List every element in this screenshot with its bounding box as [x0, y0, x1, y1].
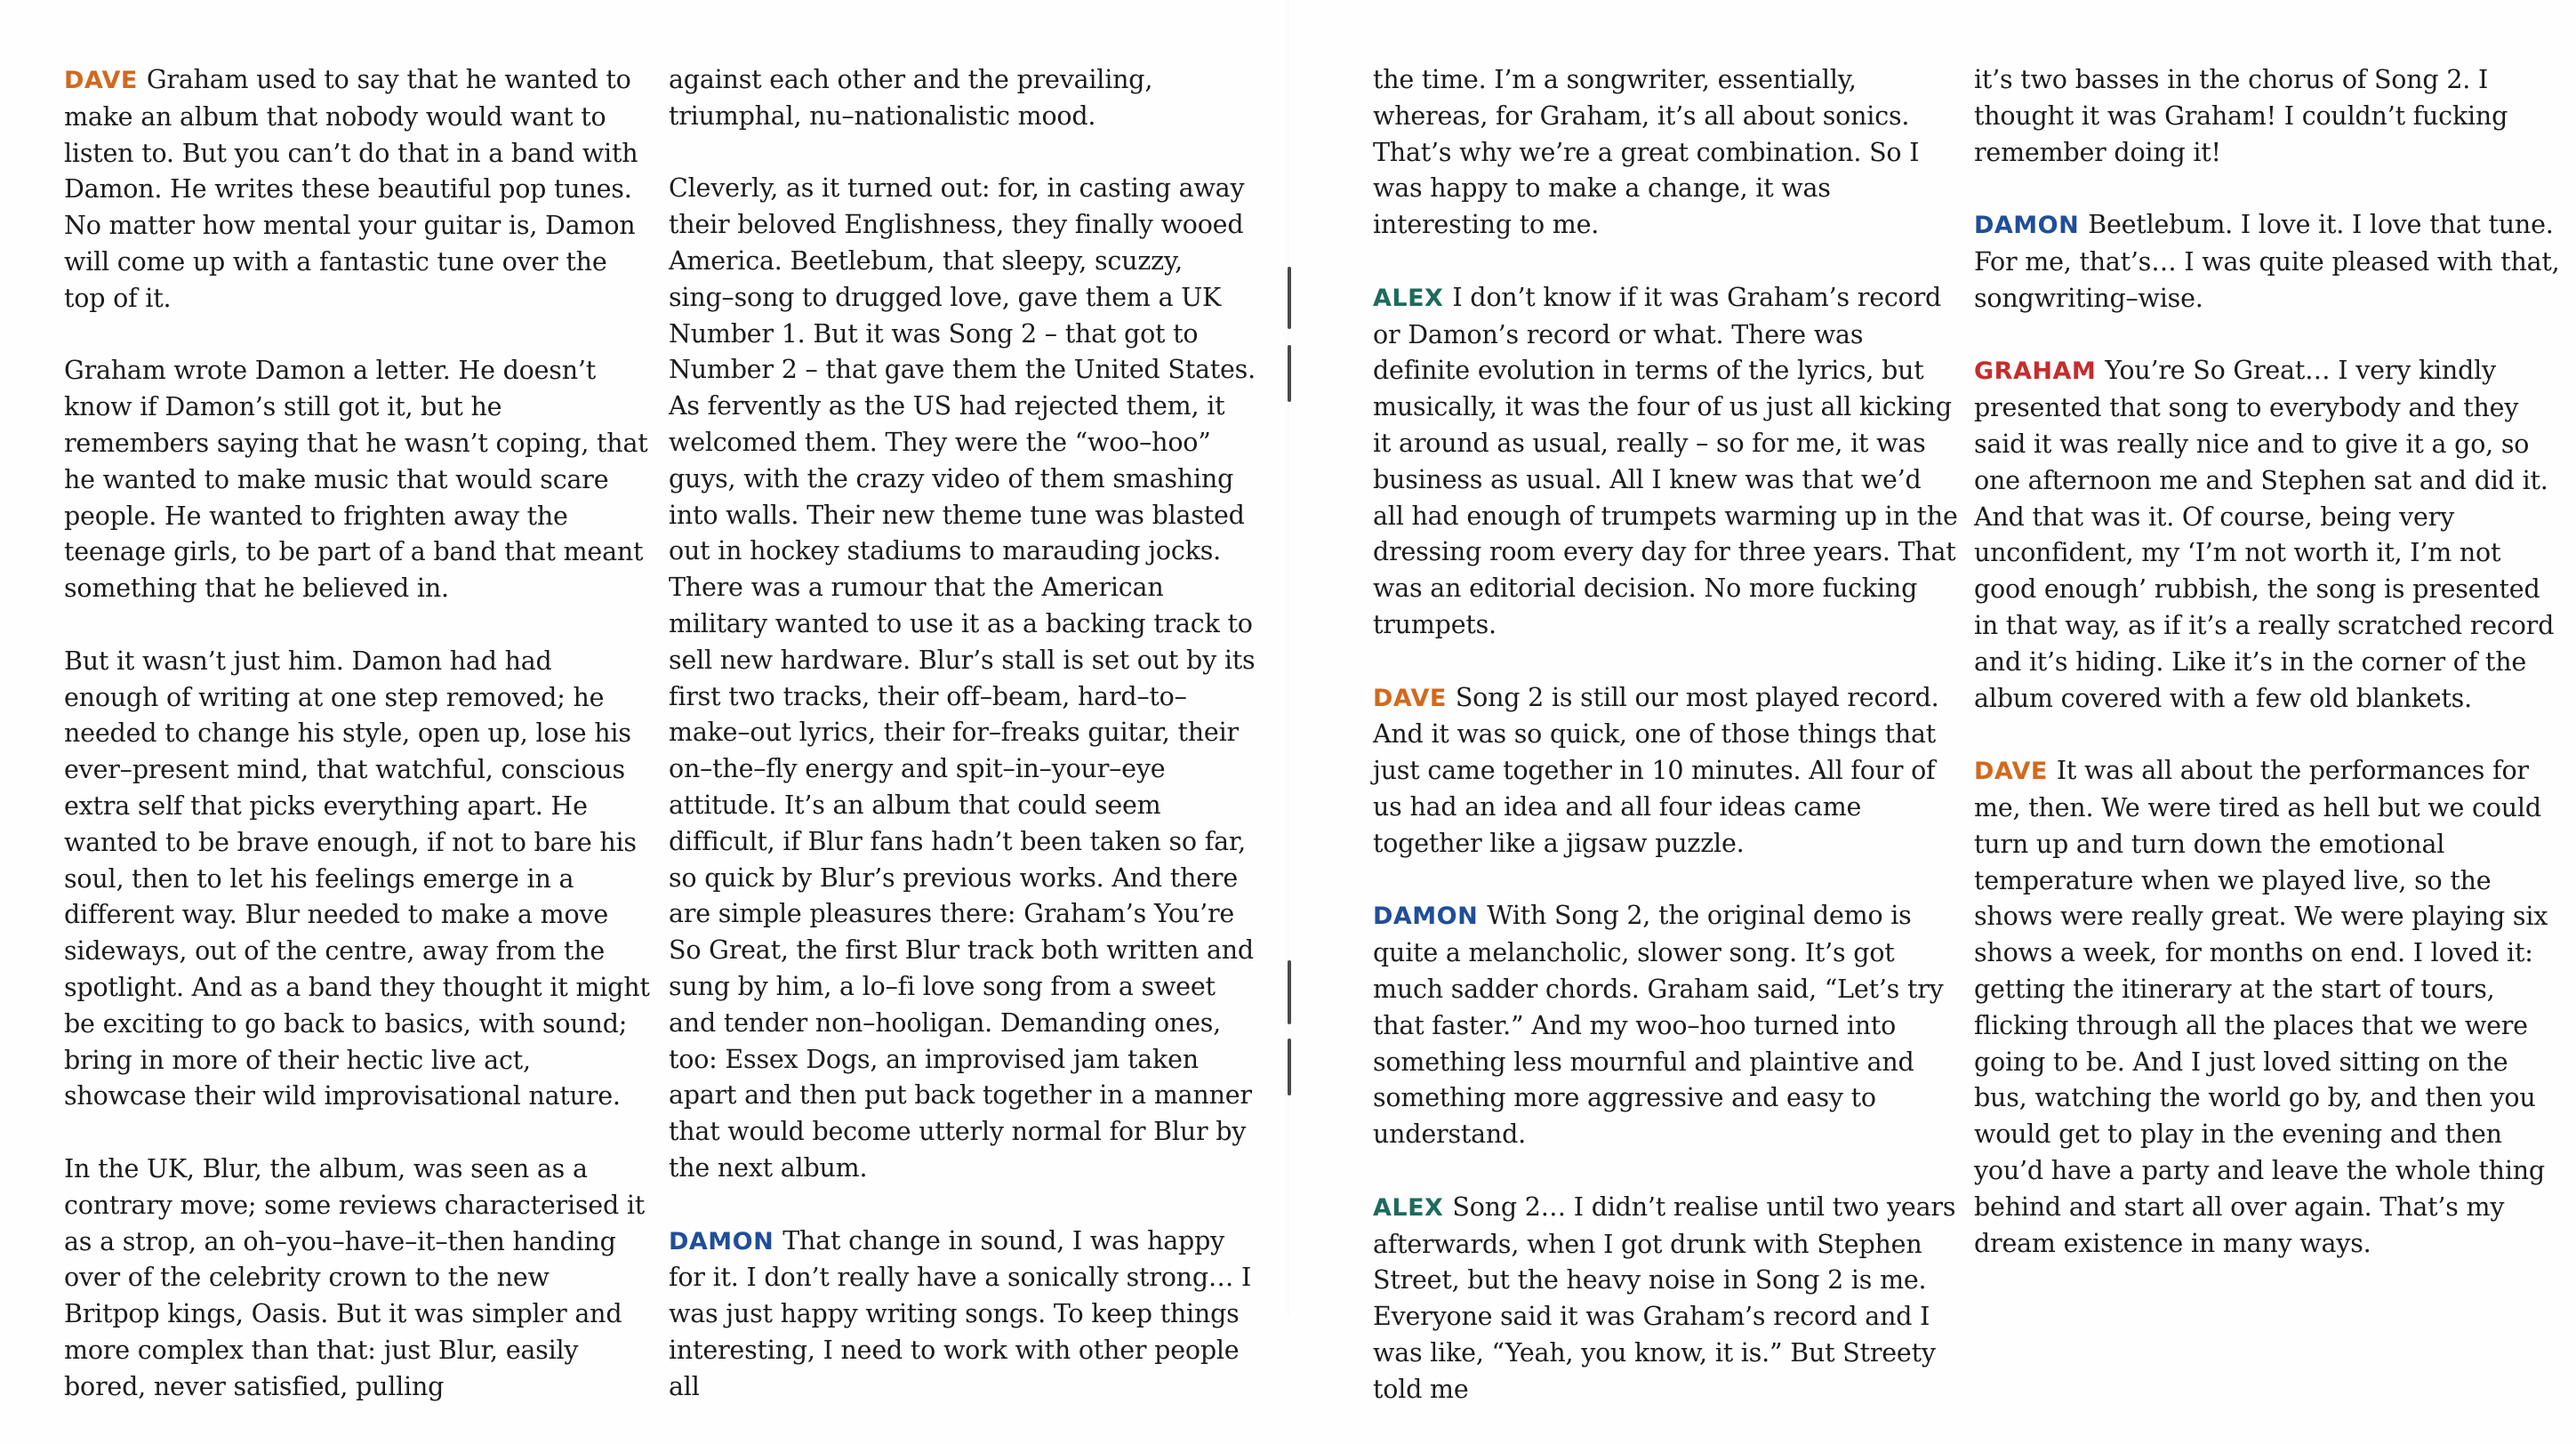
paragraph-text: it’s two basses in the chorus of Song 2. I thought it was Graham! I couldn’t fucking remember doing it! [1974, 65, 2508, 167]
paragraph [64, 1151, 651, 1406]
paragraph-text: Cleverly, as it turned out: for, in casting away their beloved Englishness, they finally wooed America. Beetlebum, that sleepy, scuzzy, sing–song to drugged love, gave them a UK Number 1. But it was Song 2 – that got to Number 2 – that gave them the United States. As fervently as the US had rejected them, it welcomed them. They were the “woo–hoo” guys, with the crazy video of them smashing into walls. Their new theme tune was blasted out in hockey stadiums to marauding jocks. There was a rumour that the American military wanted to use it as a backing track to sell new hardware. Blur’s stall is set out by its first two tracks, their off–beam, hard–to–make–out lyrics, their for–freaks guitar, their on–the–fly energy and spit–in–your–eye attitude. It’s an album that could seem difficult, if Blur fans hadn’t been taken so far, so quick by Blur’s previous works. And there are simple pleasures there: Graham’s You’re So Great, the first Blur track both written and sung by him, a lo–fi love song from a sweet and tender non–hooligan. Demanding ones, too: Essex Dogs, an improvised jam taken apart and then put back together in a manner that would become utterly normal for Blur by the next album. [669, 173, 1256, 1183]
staple-mark [1288, 1039, 1291, 1095]
staple-mark [1288, 960, 1291, 1024]
speaker-name: ALEX [1373, 284, 1444, 312]
right-page-column-2 [1974, 62, 2561, 1298]
paragraph [1373, 62, 1960, 244]
paragraph-text: That change in sound, I was happy for it. I don’t really have a sonically strong… I was just happy writing songs. To keep things interesting, I need to work with other people all [669, 1225, 1252, 1401]
paragraph-text: Graham wrote Damon a letter. He doesn’t know if Damon’s still got it, but he remembers saying that he wasn’t coping, that he wanted to make music that would scare people. He wanted to frighten away the teenage girls, to be part of a band that meant something that he believed in. [64, 356, 648, 604]
paragraph [1373, 280, 1960, 644]
speaker-name: DAMON [1974, 212, 2080, 240]
right-page-column-1 [1373, 62, 1960, 1444]
staple-mark [1288, 267, 1291, 329]
paragraph-text: You’re So Great… I very kindly presented that song to everybody and they said it was really nice and to give it a go, so one afternoon me and Stephen sat and did it. And that was it. Of course, being very unconfident, my ‘I’m not worth it, I’m not good enough’ rubbish, the song is presented in that way, as if it’s a really scratched record and it’s hiding. Like it’s in the corner of the album covered with a few old blankets. [1974, 356, 2555, 713]
paragraph [1974, 62, 2561, 171]
paragraph [1974, 353, 2561, 717]
paragraph [669, 62, 1256, 135]
paragraph-text: against each other and the prevailing, triumphal, nu–nationalistic mood. [669, 65, 1153, 131]
paragraph [1974, 753, 2561, 1262]
speaker-name: DAMON [669, 1227, 774, 1255]
paragraph-text: Graham used to say that he wanted to make an album that nobody would want to listen to. But you can’t do that in a band with Damon. He writes these beautiful pop tunes. No matter how mental your guitar is, Damon will come up with a fantastic tune over the top of it. [64, 65, 638, 313]
paragraph [1373, 680, 1960, 862]
center-fold [1288, 0, 1289, 1317]
speaker-name: GRAHAM [1974, 357, 2097, 386]
paragraph-text: Song 2 is still our most played record. And it was so quick, one of those things that just came together in 10 minutes. All four of us had an idea and all four ideas came together like a jigsaw puzzle. [1373, 682, 1939, 858]
left-page-column-2 [669, 62, 1256, 1441]
speaker-name: ALEX [1373, 1193, 1444, 1222]
paragraph [1974, 207, 2561, 317]
staple-mark [1288, 345, 1291, 402]
paragraph-text: With Song 2, the original demo is quite a melancholic, slower song. It’s got much sadder chords. Graham said, “Let’s try that faster.” And my woo–hoo turned into something less mournful and plaintive and something more aggressive and easy to understand. [1373, 901, 1944, 1150]
paragraph [64, 644, 651, 1115]
paragraph-text: In the UK, Blur, the album, was seen as a contrary move; some reviews characterised it as a strop, an oh–you–have–it–then handing over of the celebrity crown to the new Britpop kings, Oasis. But it was simpler and more complex than that: just Blur, easily bored, never satisfied, pulling [64, 1153, 646, 1401]
paragraph [669, 171, 1256, 1186]
paragraph-text: Beetlebum. I love it. I love that tune. For me, that’s… I was quite pleased with that, songwriting–wise. [1974, 210, 2560, 313]
speaker-name: DAVE [1974, 758, 2048, 786]
paragraph [1373, 898, 1960, 1153]
paragraph [1373, 1190, 1960, 1408]
paragraph-text: But it wasn’t just him. Damon had had enough of writing at one step removed; he needed to change his style, open up, lose his ever–present mind, that watchful, conscious extra self that picks everything apart. He wanted to be brave enough, if not to bare his soul, then to let his feelings emerge in a different way. Blur needed to make a move sideways, out of the centre, away from the spotlight. And as a band they thought it might be exciting to go back to basics, with sound; bring in more of their hectic live act, showcase their wild improvisational nature. [64, 646, 650, 1111]
speaker-name: DAVE [1373, 684, 1447, 712]
paragraph-text: It was all about the performances for me, then. We were tired as hell but we could turn up and turn down the emotional temperature when we played live, so the shows were really great. We were playing six shows a week, for months on end. I loved it: getting the itinerary at the start of tours, flicking through all the places that we were going to be. And I just loved sitting on the bus, watching the world go by, and then you would get to play in the evening and then you’d have a party and leave the whole thing behind and start all over again. That’s my dream existence in many ways. [1974, 756, 2548, 1258]
paragraph [64, 62, 651, 317]
paragraph-text: Song 2… I didn’t realise until two years afterwards, when I got drunk with Stephen Street, but the heavy noise in Song 2 is me. Everyone said it was Graham’s record and I was like, “Yeah, you know, it is.” But Streety told me [1373, 1191, 1956, 1404]
paragraph [669, 1223, 1256, 1406]
paragraph-text: the time. I’m a songwriter, essentially, whereas, for Graham, it’s all about sonics. That’s why we’re a great combination. So I was happy to make a change, it was interesting to me. [1373, 65, 1920, 240]
paragraph [64, 353, 651, 607]
speaker-name: DAMON [1373, 902, 1479, 931]
left-page-column-1 [64, 62, 651, 1441]
paragraph-text: I don’t know if it was Graham’s record or Damon’s record or what. There was definite evolution in terms of the lyrics, but musically, it was the four of us just all kicking it around as usual, really – so for me, it was business as usual. All I knew was that we’d all had enough of trumpets warming up in the dressing room every day for three years. That was an editorial decision. No more fucking trumpets. [1373, 282, 1958, 639]
speaker-name: DAVE [64, 67, 138, 94]
